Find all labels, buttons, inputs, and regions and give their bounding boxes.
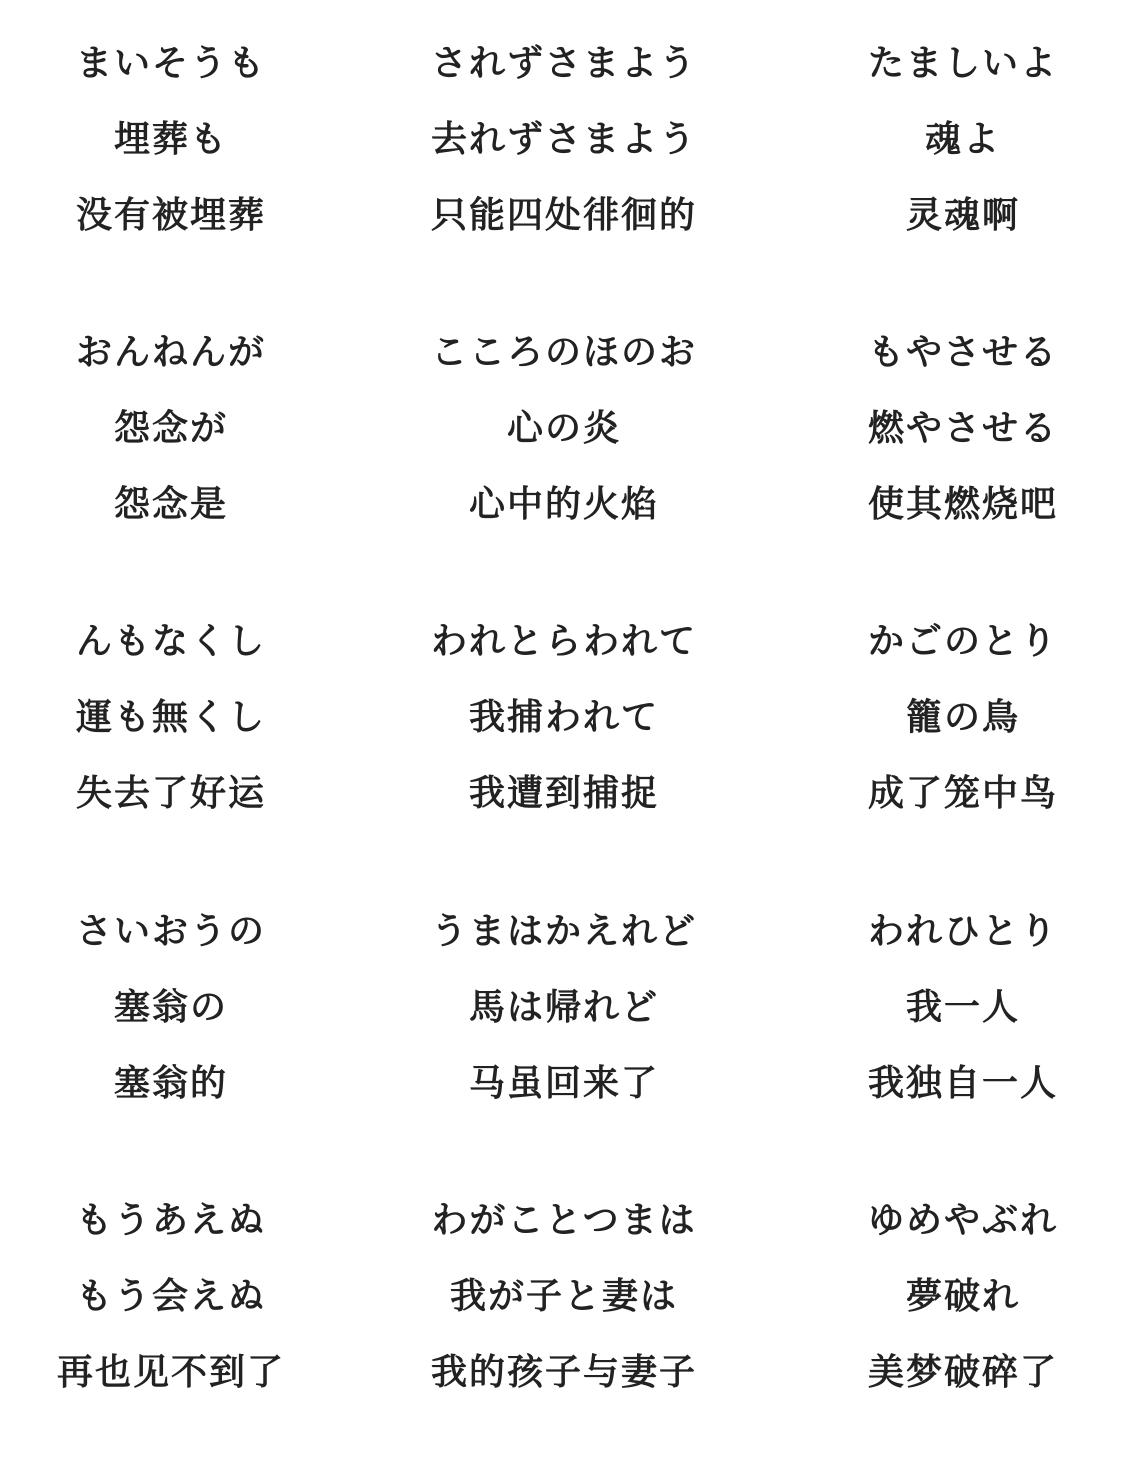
kana-line: かごのとり: [867, 621, 1058, 662]
verse-block-4: [0, 868, 1146, 1108]
kana-line: こころのほのお: [430, 332, 697, 373]
chinese-line: 没有被埋葬: [75, 195, 266, 236]
kanji-line: 怨念が: [113, 408, 228, 449]
chinese-line: 美梦破碎了: [867, 1352, 1058, 1393]
chinese-line: 成了笼中鸟: [867, 773, 1058, 814]
kana-line: ゆめやぶれ: [867, 1200, 1058, 1241]
kana-line: われとらわれて: [430, 621, 697, 662]
verse-group: [373, 868, 755, 1108]
verse-group: [772, 578, 1146, 818]
verse-group: [373, 578, 755, 818]
kanji-line: 燃やさせる: [867, 408, 1058, 449]
kana-line: されずさまよう: [430, 43, 697, 84]
kanji-line: 運も無くし: [75, 697, 266, 738]
kana-line: わがことつまは: [431, 1200, 697, 1241]
kana-line: たましいよ: [867, 43, 1058, 84]
kana-line: われひとり: [867, 911, 1058, 952]
verse-block-2: [0, 289, 1146, 529]
verse-group: [0, 868, 362, 1108]
chinese-line: 使其燃烧吧: [867, 484, 1058, 525]
verse-group: [0, 289, 362, 529]
verse-group: [772, 868, 1146, 1108]
chinese-line: 灵魂啊: [905, 195, 1020, 236]
verse-block-5: [0, 1157, 1146, 1397]
verse-group: [373, 289, 755, 529]
kana-line: うまはかえれど: [430, 911, 697, 952]
kanji-line: 去れずさまよう: [430, 119, 697, 160]
kana-line: おんねんが: [75, 332, 266, 373]
kana-line: さいおうの: [75, 911, 266, 952]
kanji-line: 夢破れ: [905, 1276, 1020, 1317]
verse-group: [772, 289, 1146, 529]
chinese-line: 失去了好运: [75, 773, 266, 814]
verse-block-1: [0, 0, 1146, 240]
kanji-line: 埋葬も: [113, 119, 228, 160]
chinese-line: 再也见不到了: [56, 1352, 285, 1393]
kanji-line: 我捕われて: [468, 697, 659, 738]
kanji-line: 籠の鳥: [905, 697, 1020, 738]
verse-group: [0, 1157, 362, 1397]
verse-block-3: [0, 578, 1146, 818]
kanji-line: 心の炎: [506, 408, 621, 449]
verse-group: [373, 1157, 755, 1397]
verse-group: [0, 578, 362, 818]
verse-group: [772, 1157, 1146, 1397]
chinese-line: 马虽回来了: [468, 1063, 659, 1104]
chinese-line: 我独自一人: [867, 1063, 1058, 1104]
kanji-line: もう会えぬ: [75, 1276, 266, 1317]
kanji-line: 塞翁の: [113, 987, 228, 1028]
kanji-line: 我が子と妻は: [449, 1276, 678, 1317]
kana-line: もうあえぬ: [75, 1200, 266, 1241]
kana-line: んもなくし: [75, 621, 266, 662]
chinese-line: 怨念是: [113, 484, 228, 525]
chinese-line: 我遭到捕捉: [468, 773, 659, 814]
chinese-line: 塞翁的: [113, 1063, 228, 1104]
chinese-line: 心中的火焰: [468, 484, 659, 525]
kana-line: まいそうも: [75, 43, 266, 84]
kanji-line: 魂よ: [924, 119, 1001, 160]
verse-group: [772, 0, 1146, 240]
kanji-line: 馬は帰れど: [468, 987, 659, 1028]
kana-line: もやさせる: [867, 332, 1058, 373]
chinese-line: 我的孩子与妻子: [430, 1352, 697, 1393]
chinese-line: 只能四处徘徊的: [430, 195, 697, 236]
kanji-line: 我一人: [905, 987, 1020, 1028]
verse-group: [373, 0, 755, 240]
verse-group: [0, 0, 362, 240]
